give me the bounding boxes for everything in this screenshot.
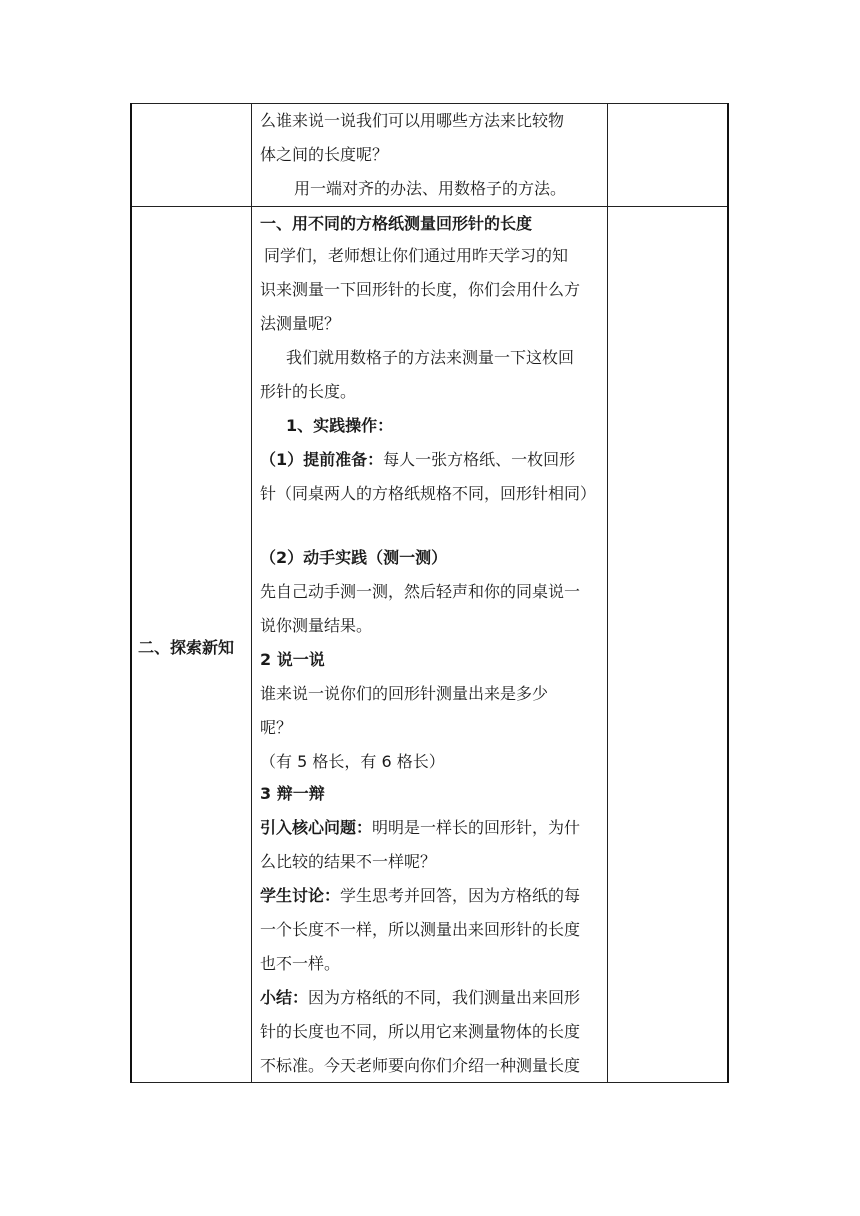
table-left-border — [130, 103, 132, 1083]
content-line: 法测量呢？ — [260, 314, 341, 333]
content-line: 用一端对齐的办法、用数格子的方法。 — [294, 179, 567, 198]
content-line: 识来测量一下回形针的长度，你们会用什么方 — [260, 280, 581, 299]
content-line: 先自己动手测一测，然后轻声和你的同桌说一 — [260, 582, 581, 601]
table-right-border — [727, 103, 729, 1083]
content-line: 同学们，老师想让你们通过用昨天学习的知 — [264, 246, 569, 265]
say-title: 2 说一说 — [260, 650, 325, 669]
table-bottom-border — [130, 1082, 728, 1083]
content-line: 针的长度也不同，所以用它来测量物体的长度 — [260, 1022, 581, 1041]
content-line: 呢？ — [260, 718, 293, 737]
content-line: 么谁来说一说我们可以用哪些方法来比较物 — [260, 111, 565, 130]
summary-label: 小结： — [260, 988, 309, 1007]
content-line: （有 5 格长，有 6 格长） — [260, 752, 445, 771]
content-line: 不标准。今天老师要向你们介绍一种测量长度 — [260, 1056, 581, 1075]
section-heading: 一、用不同的方格纸测量回形针的长度 — [260, 214, 533, 233]
row-divider — [130, 206, 728, 207]
content-line: 谁来说一说你们的回形针测量出来是多少 — [260, 684, 549, 703]
content-line: 也不一样。 — [260, 954, 341, 973]
discuss-text: 学生思考并回答，因为方格纸的每 — [340, 886, 581, 905]
core-text: 明明是一样长的回形针，为什 — [372, 818, 581, 837]
content-line: 说你测量结果。 — [260, 616, 373, 635]
table-top-border — [130, 103, 728, 104]
hands-on-title: （2）动手实践（测一测） — [260, 548, 448, 567]
prep-label: （1）提前准备： — [260, 450, 384, 469]
column-divider-1 — [251, 103, 252, 1083]
summary-text: 因为方格纸的不同，我们测量出来回形 — [308, 988, 581, 1007]
content-line: 么比较的结果不一样呢？ — [260, 852, 437, 871]
practice-title: 1、实践操作： — [286, 416, 394, 435]
content-line: 形针的长度。 — [260, 382, 357, 401]
content-line: 一个长度不一样，所以测量出来回形针的长度 — [260, 920, 581, 939]
section-label: 二、探索新知 — [138, 638, 235, 657]
discuss-label: 学生讨论： — [260, 886, 341, 905]
content-line: 针（同桌两人的方格纸规格不同，回形针相同） — [260, 484, 597, 503]
content-line: 体之间的长度呢？ — [260, 145, 389, 164]
column-divider-2 — [607, 103, 608, 1083]
core-label: 引入核心问题： — [260, 818, 373, 837]
debate-title: 3 辩一辩 — [260, 784, 325, 803]
prep-text: 每人一张方格纸、一枚回形 — [383, 450, 576, 469]
content-line: 我们就用数格子的方法来测量一下这枚回 — [286, 348, 575, 367]
